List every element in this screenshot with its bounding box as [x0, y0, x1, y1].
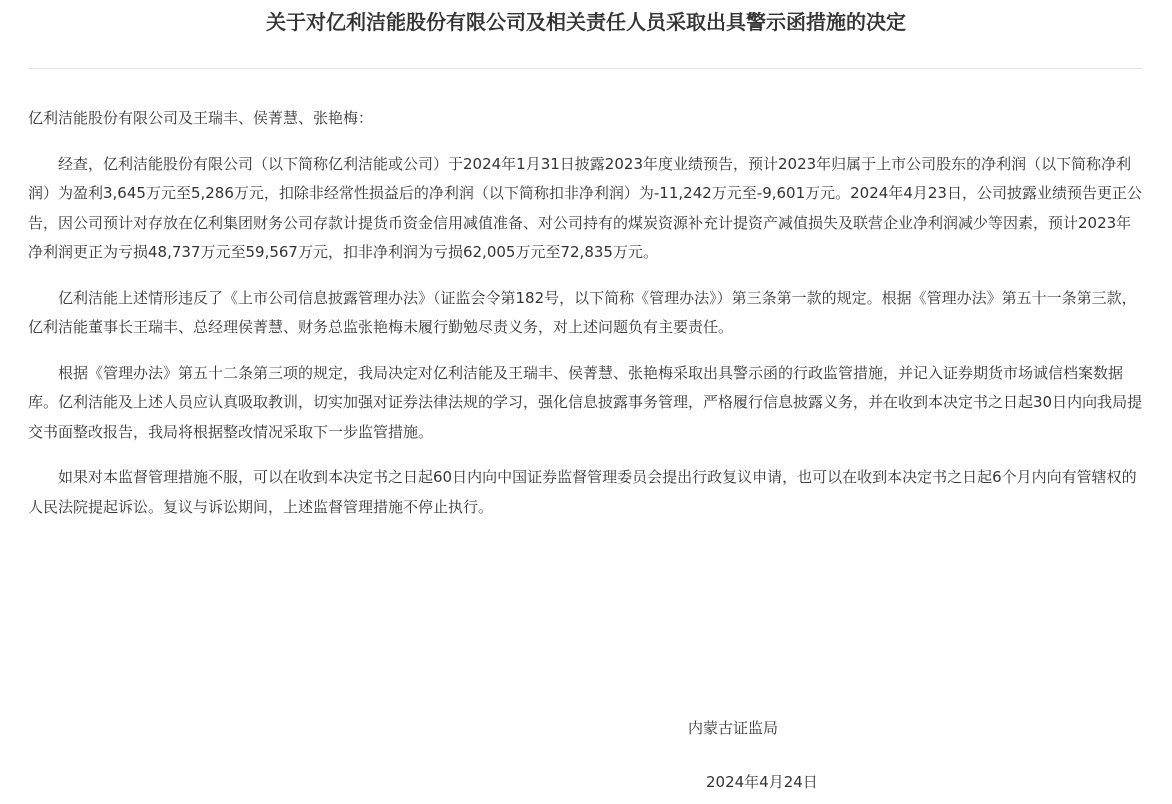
issuer-signature: 内蒙古证监局	[688, 719, 779, 737]
paragraph-findings: 经查，亿利洁能股份有限公司（以下简称亿利洁能或公司）于2024年1月31日披露2023年度业绩预告，预计2023年归属于上市公司股东的净利润（以下简称净利润）为盈利3,645万元至5,286万元，扣除非经常性损益后的净利润（以下简称扣非净利润）为-11,242万元至-9,601万元。2024年4月23日，公司披露业绩预告更正公告，因公司预计对存放在亿利集团财务公司存款计提货币资金信用减值准备、对公司持有的煤炭资源补充计提资产减值损失及联营企业净利润减少等因素，预计2023年净利润更正为亏损48,737万元至59,567万元，扣非净利润为亏损62,005万元至72,835万元。	[28, 154, 1142, 261]
issue-date: 2024年4月24日	[706, 773, 818, 791]
paragraph-decision: 根据《管理办法》第五十二条第三项的规定，我局决定对亿利洁能及王瑞丰、侯菁慧、张艳梅采取出具警示函的行政监管措施，并记入证券期货市场诚信档案数据库。亿利洁能及上述人员应认真吸取教训，切实加强对证券法律法规的学习，强化信息披露事务管理，严格履行信息披露义务，并在收到本决定书之日起30日内向我局提交书面整改报告，我局将根据整改情况采取下一步监管措施。	[28, 363, 1143, 441]
paragraph-appeal: 如果对本监督管理措施不服，可以在收到本决定书之日起60日内向中国证券监督管理委员会提出行政复议申请，也可以在收到本决定书之日起6个月内向有管辖权的人民法院提起诉讼。复议与诉讼期间，上述监督管理措施不停止执行。	[28, 468, 1137, 516]
paragraph-violation: 亿利洁能上述情形违反了《上市公司信息披露管理办法》（证监会令第182号，以下简称《管理办法》）第三条第一款的规定。根据《管理办法》第五十一条第三款，亿利洁能董事长王瑞丰、总经理侯菁慧、财务总监张艳梅未履行勤勉尽责义务，对上述问题负有主要责任。	[28, 288, 1137, 336]
title-divider	[28, 68, 1142, 69]
addressee: 亿利洁能股份有限公司及王瑞丰、侯菁慧、张艳梅：	[28, 109, 374, 127]
document-body	[28, 104, 1144, 538]
document-title: 关于对亿利洁能股份有限公司及相关责任人员采取出具警示函措施的决定	[266, 10, 906, 34]
